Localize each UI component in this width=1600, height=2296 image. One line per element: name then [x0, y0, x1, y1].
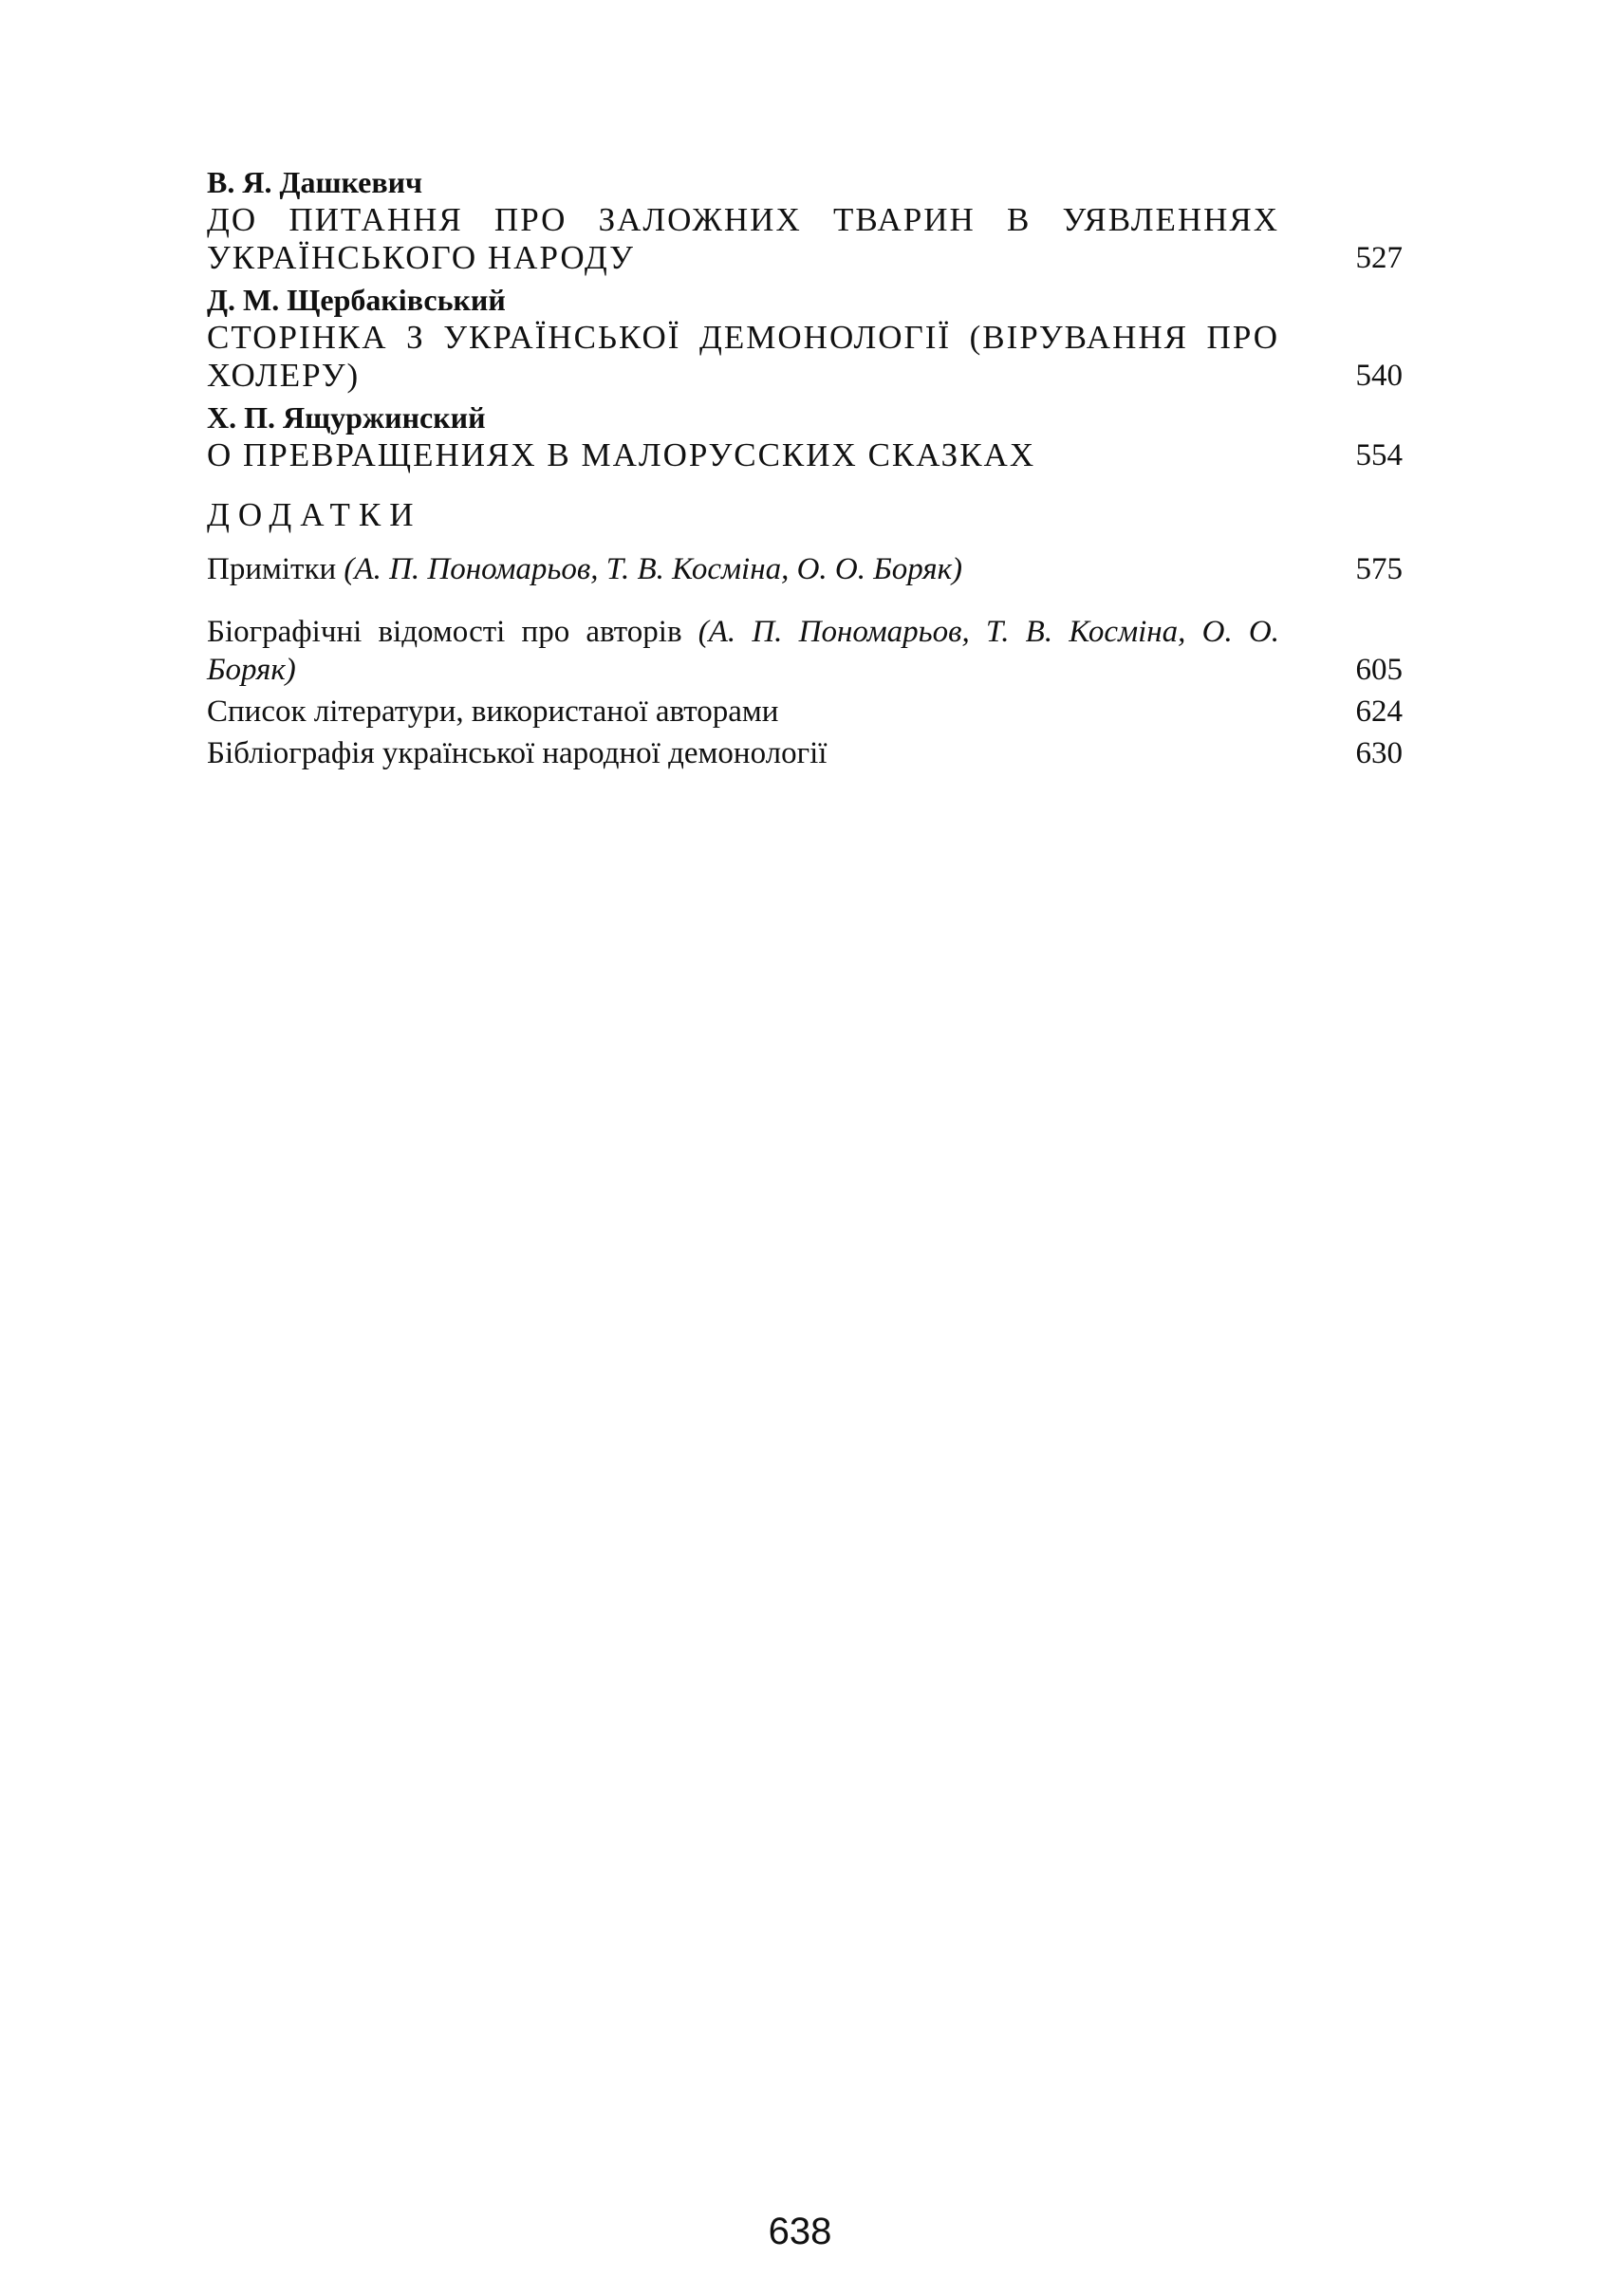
entry-title-row [207, 436, 1403, 474]
appendix-item-literature [207, 693, 1403, 731]
appendix-item-page-number: 630 [1355, 736, 1403, 770]
appendix-item-page-number: 605 [1355, 653, 1403, 687]
table-of-contents [207, 163, 1403, 772]
appendix-item-notes [207, 550, 1403, 588]
appendix-item-page-number: 624 [1355, 694, 1403, 729]
page-number: 638 [768, 2211, 832, 2252]
toc-entry-yashchurzhynskyi [207, 398, 1403, 474]
appendix-item-label: Примітки [207, 552, 337, 586]
toc-entry-shcherbakivskyi [207, 281, 1403, 395]
entry-title-row [207, 201, 1403, 277]
entry-title-row [207, 319, 1403, 395]
entry-title: О ПРЕВРАЩЕНИЯХ В МАЛОРУССКИХ СКАЗКАХ [207, 436, 1036, 473]
appendix-item-label: Бібліографія української народної демонології [207, 736, 828, 770]
entry-title: СТОРІНКА З УКРАЇНСЬКОЇ ДЕМОНОЛОГІЇ (ВІРУВАННЯ ПРО ХОЛЕРУ) [207, 319, 1279, 394]
appendix-item-text [207, 734, 1279, 772]
entry-page-number: 527 [1355, 241, 1403, 275]
appendix-item-text [207, 693, 1279, 731]
entry-author: В. Я. Дашкевич [207, 165, 423, 199]
entry-page-number: 554 [1355, 438, 1403, 472]
appendix-item-page-number: 575 [1355, 552, 1403, 586]
entry-title: ДО ПИТАННЯ ПРО ЗАЛОЖНИХ ТВАРИН В УЯВЛЕННЯХ УКРАЇНСЬКОГО НАРОДУ [207, 201, 1279, 276]
entry-author: Д. М. Щербаківський [207, 283, 506, 317]
appendix-item-contributors: (А. П. Пономарьов, Т. В. Косміна, О. О. Боряк) [207, 615, 1279, 687]
entry-page-number: 540 [1355, 359, 1403, 393]
appendix-heading: ДОДАТКИ [207, 496, 422, 533]
appendix-item-text [207, 550, 1279, 588]
appendix-item-label: Список літератури, використаної авторами [207, 694, 779, 729]
toc-entry-dashkevych [207, 163, 1403, 277]
entry-author: Х. П. Ящуржинский [207, 400, 486, 435]
appendix-item-bibliography [207, 734, 1403, 772]
appendix-item-contributors: (А. П. Пономарьов, Т. В. Косміна, О. О. Боряк) [344, 552, 963, 586]
appendix-item-text [207, 613, 1279, 689]
appendix-item-biographies [207, 613, 1403, 689]
appendix-item-label: Біографічні відомості про авторів [207, 615, 682, 649]
